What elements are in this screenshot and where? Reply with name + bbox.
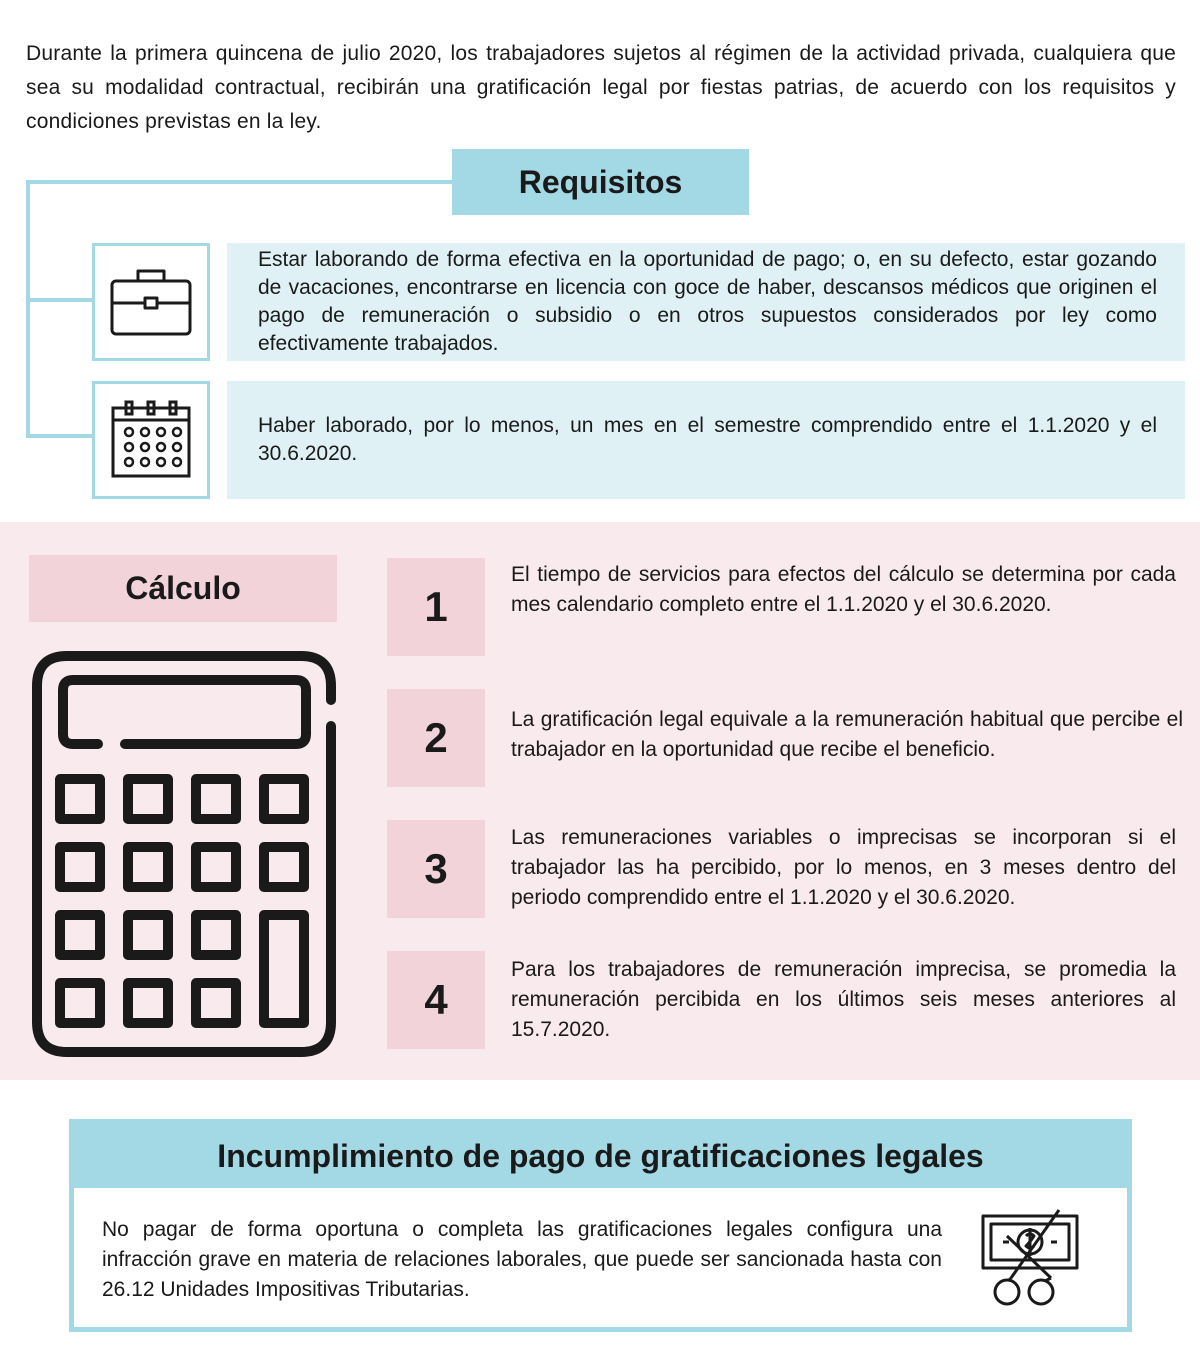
step-3-text: Las remuneraciones variables o imprecisas se incorporan si el trabajador las ha percibido, por lo menos, en 3 meses dentro del periodo comprendido entre el 1.1.2020 y el 30.6.2020. (511, 826, 1176, 909)
connector-line-branch-2 (26, 434, 94, 438)
connector-line-vertical (26, 180, 30, 438)
requisito-2-icon-box (92, 381, 210, 499)
calendar-icon (109, 400, 193, 480)
briefcase-icon (109, 266, 193, 338)
requisito-2-text: Haber laborado, por lo menos, un mes en el semestre comprendido entre el 1.1.2020 y el 30.6.2020. (258, 414, 1157, 465)
requisito-1-text: Estar laborando de forma efectiva en la oportunidad de pago; o, en su defecto, estar gozando de vacaciones, encontrarse en licencia con goce de haber, descansos médicos que originen el pago de remuneración o subsidio o en otros supuestos considerados por ley como efectivamente trabajados. (258, 248, 1157, 355)
connector-line-branch-1 (26, 298, 94, 302)
requisito-1-icon-box (92, 243, 210, 361)
connector-line-top (26, 180, 454, 184)
step-1-number: 1 (387, 558, 485, 656)
step-4-text: Para los trabajadores de remuneración imprecisa, se promedia la remuneración percibida en los últimos seis meses anteriores al 15.7.2020. (511, 958, 1176, 1041)
requisito-1-text-box (227, 243, 1185, 361)
incumplimiento-text: No pagar de forma oportuna o completa las gratificaciones legales configura una infracción grave en materia de relaciones laborales, que puede ser sancionada hasta con 26.12 Unidades Impositivas Tributarias. (102, 1218, 942, 1301)
intro-paragraph: Durante la primera quincena de julio 2020, los trabajadores sujetos al régimen de la actividad privada, cualquiera que sea su modalidad contractual, recibirán una gratificación legal por fiestas patrias, de acuerdo con los requisitos y condiciones previstas en la ley. (26, 42, 1176, 133)
calculo-title: Cálculo (29, 555, 337, 622)
step-4-number: 4 (387, 951, 485, 1049)
requisito-2-text-box (227, 381, 1185, 499)
incumplimiento-title: Incumplimiento de pago de gratificaciones legales (74, 1124, 1127, 1188)
calculator-icon (28, 648, 340, 1060)
requisitos-title: Requisitos (452, 149, 749, 215)
step-2-text: La gratificación legal equivale a la remuneración habitual que percibe el trabajador en la oportunidad que recibe el beneficio. (511, 708, 1183, 761)
step-3-number: 3 (387, 820, 485, 918)
step-2-number: 2 (387, 689, 485, 787)
cut-money-icon (979, 1206, 1083, 1310)
incumplimiento-box (69, 1119, 1132, 1332)
step-1-text: El tiempo de servicios para efectos del cálculo se determina por cada mes calendario completo entre el 1.1.2020 y el 30.6.2020. (511, 563, 1176, 616)
